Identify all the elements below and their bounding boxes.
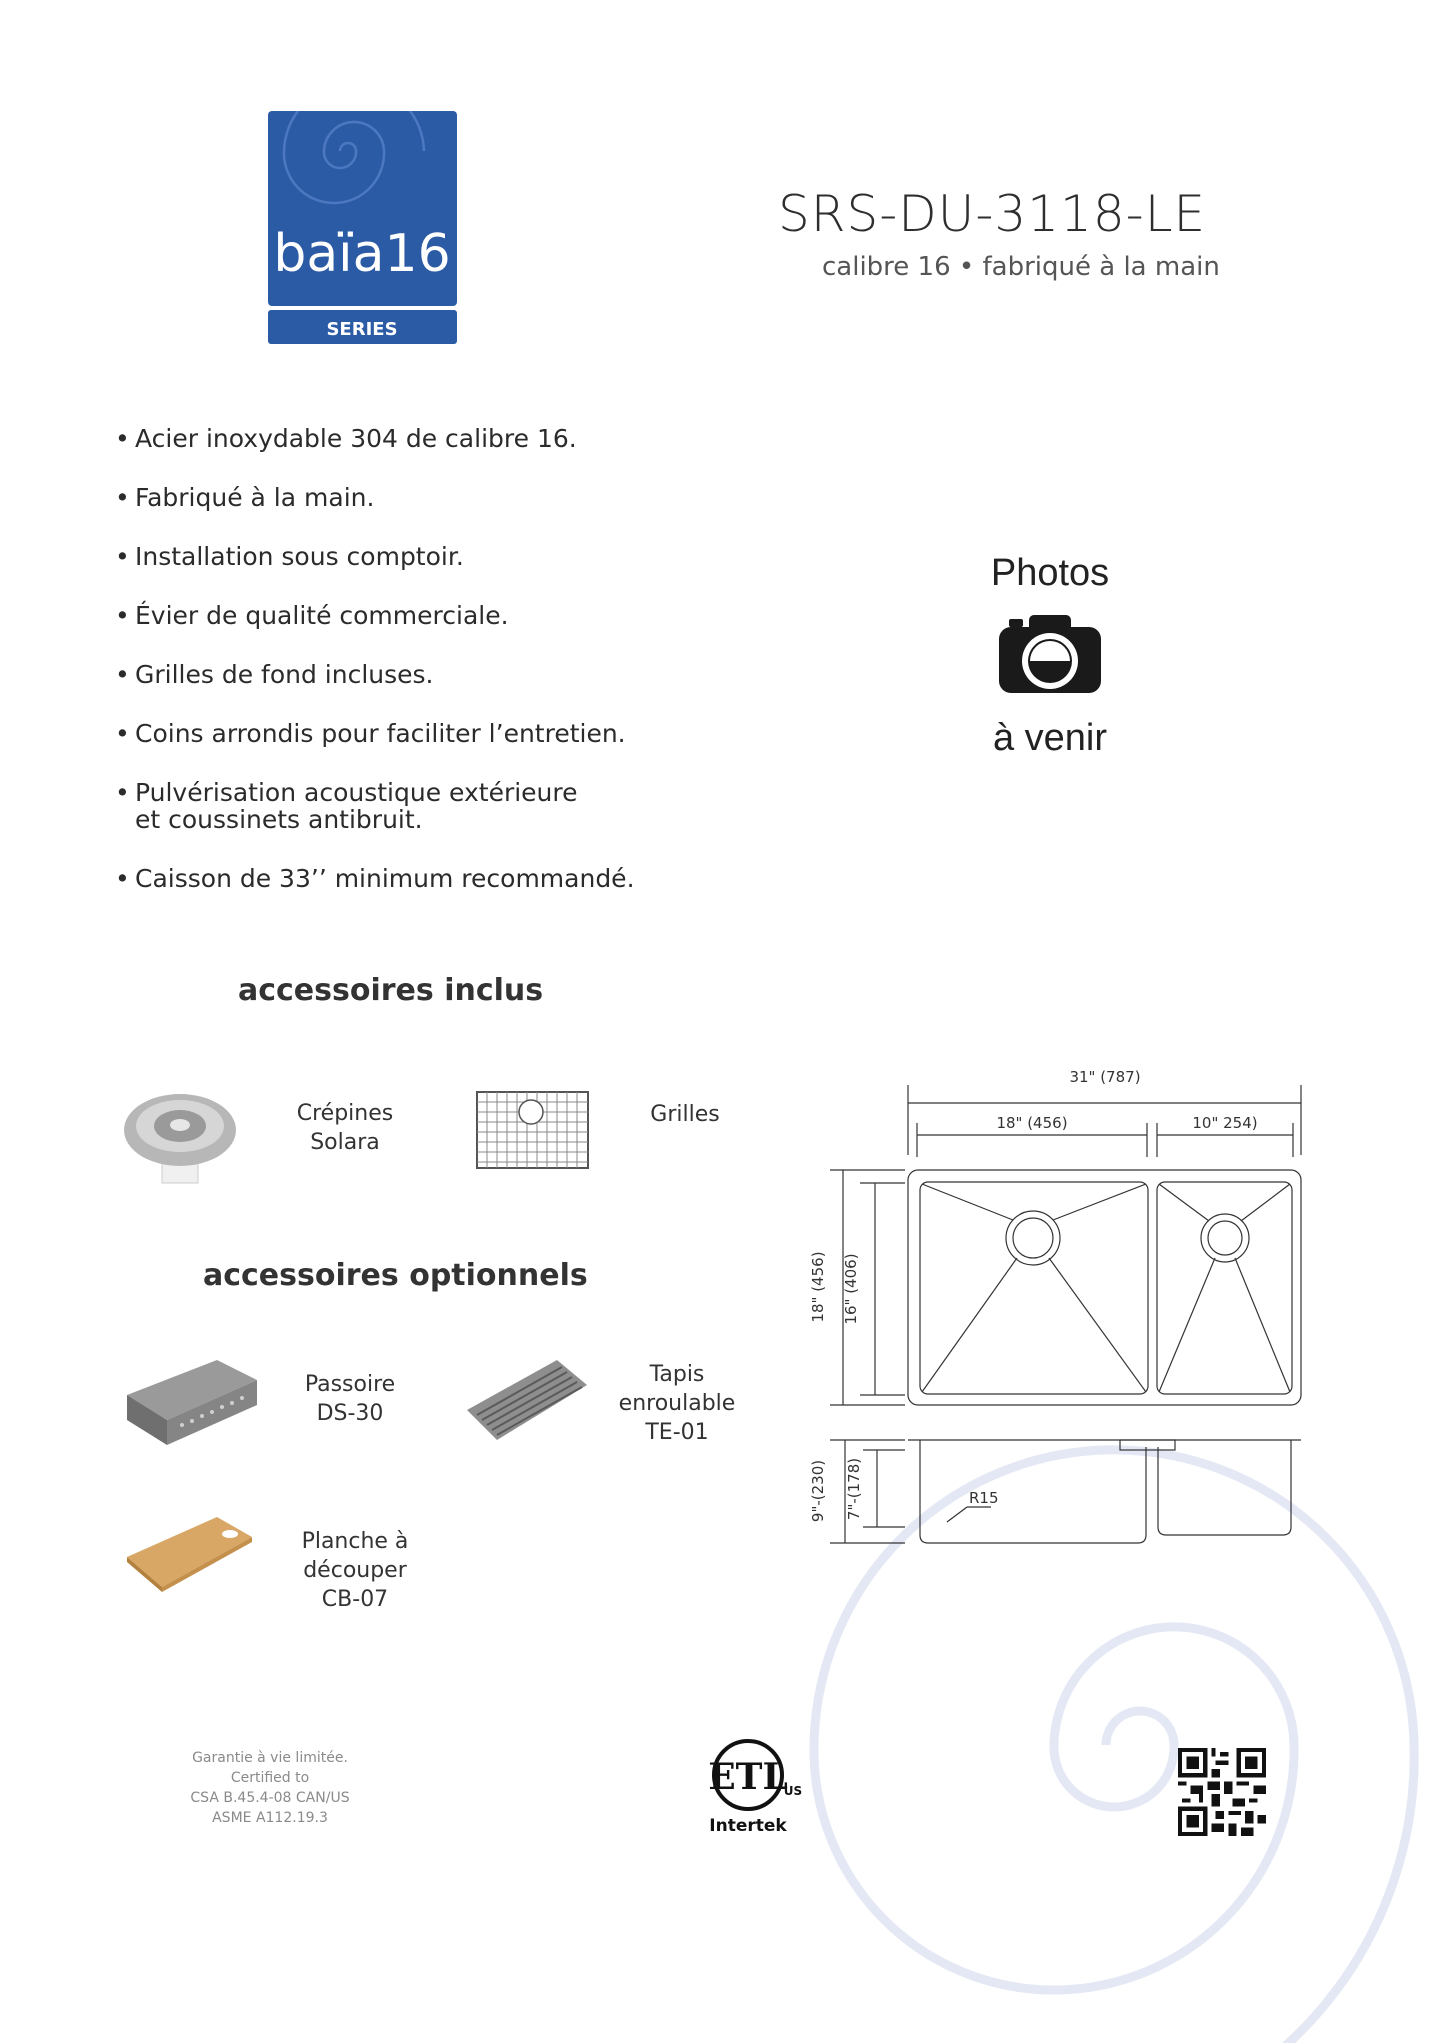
intertek-text: Intertek [709,1816,787,1836]
photos-placeholder [940,552,1160,760]
feature-item: • Coins arrondis pour faciliter l’entretien. [115,720,635,747]
brand-logo [268,111,457,344]
feature-list [115,425,635,924]
optional-label: Passoire DS-30 [304,1372,396,1426]
photos-title: Photos [990,552,1110,594]
feature-item: • Installation sous comptoir. [115,543,635,570]
feature-item: • Fabriqué à la main. [115,484,635,511]
feature-item: • Pulvérisation acoustique extérieure et coussinets antibruit. [115,779,605,833]
right-bowl-width-label: 10" 254) [1192,1114,1258,1132]
qr-code[interactable] [1178,1748,1266,1836]
sink-diagram [795,1065,1325,1560]
etl-text: ETL [708,1756,788,1798]
model-subtitle: calibre 16 • fabriqué à la main [822,252,1220,282]
optional-heading: accessoires optionnels [203,1258,588,1293]
series-label: SERIES [326,319,398,340]
included-label: Grilles [650,1102,720,1127]
etl-us-text: US [783,1784,803,1798]
feature-item: • Grilles de fond incluses. [115,661,635,688]
grid-image [475,1090,590,1170]
optional-label: Tapis enroulable TE-01 [618,1362,736,1445]
optional-label: Planche à découper CB-07 [301,1529,409,1612]
model-number: SRS-DU-3118-LE [778,185,1207,243]
strainer-image [120,1085,240,1190]
logo-text: baïa16 [273,224,451,284]
feature-item: • Caisson de 33’’ minimum recommandé. [115,865,635,892]
bowl-depth-label: 16" (406) [842,1253,860,1325]
included-heading: accessoires inclus [238,973,544,1008]
included-label: Crépines Solara [296,1101,394,1155]
cutting-board-image [122,1512,257,1597]
total-height-label: 9"-(230) [809,1459,827,1523]
left-bowl-width-label: 18" (456) [996,1114,1068,1132]
overall-depth-label: 18" (456) [809,1251,827,1323]
roll-mat-image [462,1355,592,1450]
small-height-label: 7"-(178) [845,1457,863,1521]
colander-image [122,1355,262,1450]
photos-subtitle: à venir [992,717,1108,759]
radius-label: R15 [969,1489,999,1507]
etl-certification-mark [708,1735,808,1845]
warranty-note: Garantie à vie limitée. Certified to CSA B.45.4-08 CAN/US ASME A112.19.3 [190,1750,350,1826]
feature-item: • Acier inoxydable 304 de calibre 16. [115,425,635,452]
overall-width-label: 31" (787) [1069,1068,1141,1086]
feature-item: • Évier de qualité commerciale. [115,602,635,629]
camera-icon [995,609,1105,701]
